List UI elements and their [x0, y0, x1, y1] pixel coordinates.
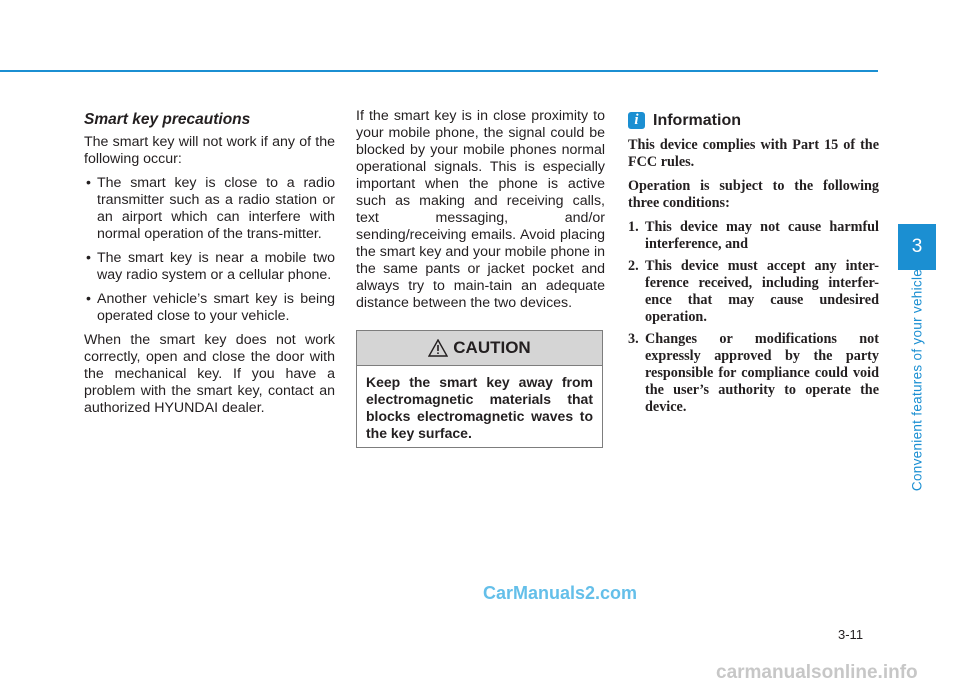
- item-text: This device may not cause harmful interference, and: [645, 219, 879, 252]
- conditions-list: [628, 219, 879, 416]
- item-text: This device must accept any inter-ference received, including interfer-ence that may cause undesired operation.: [645, 258, 879, 325]
- item-number: 3.: [628, 331, 639, 347]
- list-item: • The smart key is near a mobile two way radio system or a cellular phone.: [84, 250, 335, 284]
- list-item: [628, 331, 879, 416]
- body-paragraph: When the smart key does not work correctly, open and close the door with the mechanical key. If you have a problem with the smart key, contact an authorized HYUNDAI dealer.: [84, 332, 335, 416]
- item-text: Changes or modifications not expressly approved by the party responsible for compliance could void the user’s authority to operate the device.: [645, 331, 879, 415]
- caution-text: Keep the smart key away from electromagnetic materials that blocks electromagnetic waves to the key surface.: [366, 374, 593, 441]
- chapter-tab: 3: [898, 224, 936, 270]
- item-number: 2.: [628, 258, 639, 274]
- chapter-title: Convenient features of your vehicle: [909, 268, 925, 492]
- precautions-list: [84, 175, 335, 325]
- caution-box: [356, 330, 603, 448]
- caution-title: CAUTION: [453, 338, 531, 357]
- info-paragraph: This device complies with Part 15 of the FCC rules.: [628, 137, 879, 170]
- info-icon: i: [628, 112, 645, 129]
- list-item: • Another vehicle’s smart key is being operated close to your vehicle.: [84, 291, 335, 325]
- watermark-top: CarManuals2.com: [483, 583, 638, 603]
- info-header: [628, 112, 879, 129]
- info-body: [628, 137, 879, 416]
- item-number: 1.: [628, 219, 639, 235]
- info-paragraph: Operation is subject to the following three conditions:: [628, 178, 879, 211]
- right-column: [628, 108, 879, 421]
- list-item: [628, 258, 879, 326]
- body-paragraph: If the smart key is in close proximity to your mobile phone, the signal could be blocked by your mobile phones normal operational signals. This is especially important when the phone is active such as making and receiving calls, text messaging, and/or sending/receiving emails. Avoid placing the smart key and your mobile phone in the same pants or jacket pocket and always try to main-tain an adequate distance between the two devices.: [356, 108, 605, 311]
- intro-paragraph: The smart key will not work if any of the following occur:: [84, 134, 335, 167]
- section-heading: Smart key precautions: [84, 111, 251, 128]
- list-item: • The smart key is close to a radio transmitter such as a radio station or an airport which can interfere with normal operation of the trans-mitter.: [84, 175, 335, 243]
- info-title: Information: [653, 112, 741, 129]
- middle-column: [356, 108, 605, 319]
- warning-triangle-icon: [428, 339, 448, 357]
- watermark-bottom: carmanualsonline.info: [716, 662, 918, 683]
- header-rule: [0, 70, 878, 72]
- caution-header: [357, 331, 602, 366]
- left-column: [84, 108, 335, 424]
- page-number: 3-11: [838, 627, 864, 642]
- list-item: [628, 219, 879, 253]
